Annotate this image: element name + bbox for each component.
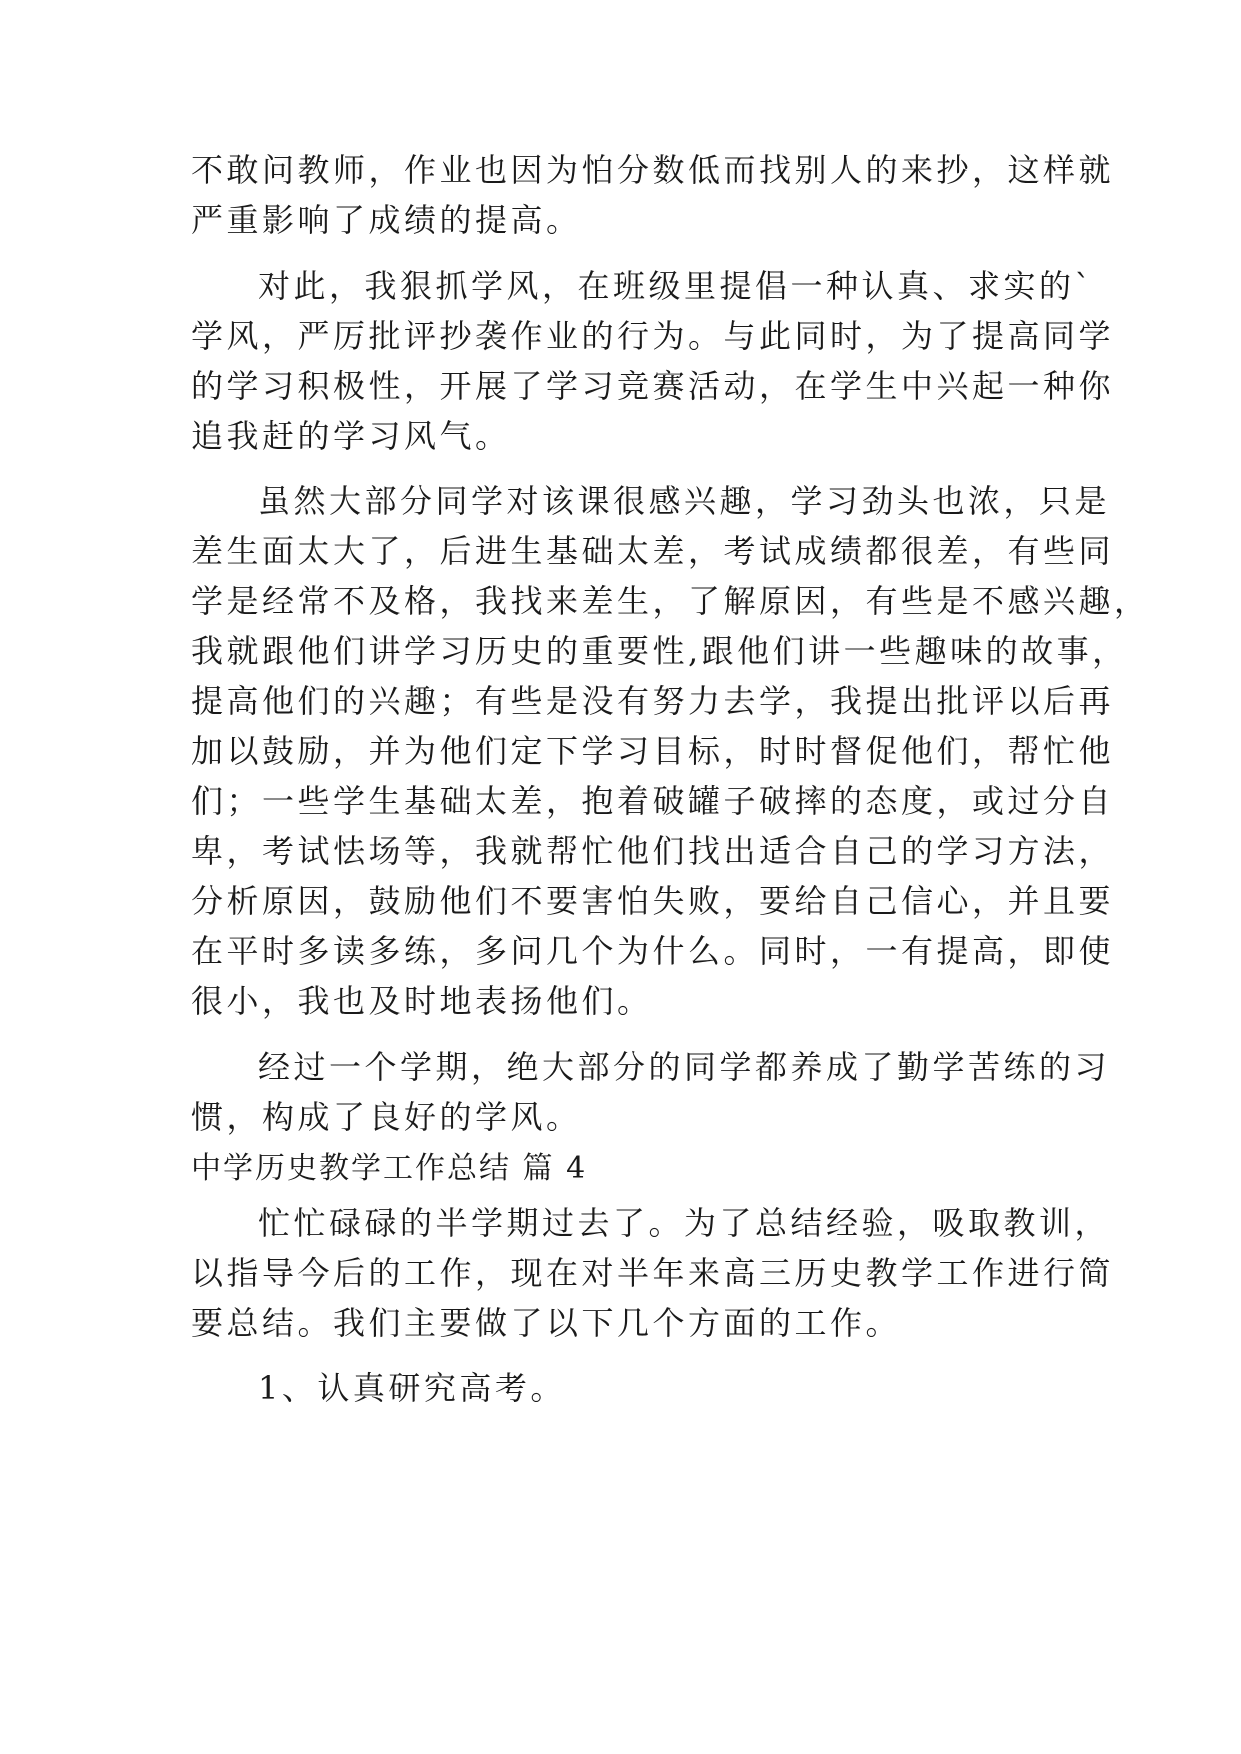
text-line: 惯，构成了良好的学风。 — [191, 1098, 582, 1136]
text-line: 不敢问教师，作业也因为怕分数低而找别人的来抄，这样就 — [191, 151, 1115, 189]
text-line: 分析原因，鼓励他们不要害怕失败，要给自己信心，并且要 — [191, 882, 1115, 920]
text-line: 在平时多读多练，多问几个为什么。同时，一有提高，即使 — [191, 932, 1115, 970]
text-line: 要总结。我们主要做了以下几个方面的工作。 — [191, 1304, 902, 1342]
section-heading: 中学历史教学工作总结 篇 4 — [191, 1151, 588, 1186]
text-line: 差生面太大了，后进生基础太差，考试成绩都很差，有些同 — [191, 532, 1115, 570]
text-line: 加以鼓励，并为他们定下学习目标，时时督促他们，帮忙他 — [191, 732, 1115, 770]
text-line: 学风，严厉批评抄袭作业的行为。与此同时，为了提高同学 — [191, 317, 1115, 355]
text-line: 追我赶的学习风气。 — [191, 417, 511, 455]
text-line: 严重影响了成绩的提高。 — [191, 201, 582, 239]
text-line: 们；一些学生基础太差，抱着破罐子破摔的态度，或过分自 — [191, 782, 1115, 820]
text-line: 卑，考试怯场等，我就帮忙他们找出适合自己的学习方法， — [191, 832, 1115, 870]
paragraph-first-line: 虽然大部分同学对该课很感兴趣，学习劲头也浓，只是 — [258, 482, 1111, 520]
paragraph-first-line: 经过一个学期，绝大部分的同学都养成了勤学苦练的习 — [258, 1048, 1111, 1086]
text-line: 提高他们的兴趣；有些是没有努力去学，我提出批评以后再 — [191, 682, 1115, 720]
text-line: 很小，我也及时地表扬他们。 — [191, 982, 653, 1020]
text-line: 我就跟他们讲学习历史的重要性,跟他们讲一些趣味的故事， — [191, 632, 1128, 670]
text-line: 以指导今后的工作，现在对半年来高三历史教学工作进行简 — [191, 1254, 1115, 1292]
text-line: 学是经常不及格，我找来差生，了解原因，有些是不感兴趣， — [191, 582, 1150, 620]
paragraph-first-line: 忙忙碌碌的半学期过去了。为了总结经验，吸取教训， — [258, 1204, 1111, 1242]
text-line: 的学习积极性，开展了学习竞赛活动，在学生中兴起一种你 — [191, 367, 1115, 405]
list-item: 1、认真研究高考。 — [258, 1369, 566, 1407]
paragraph-first-line: 对此，我狠抓学风，在班级里提倡一种认真、求实的` — [258, 267, 1095, 305]
